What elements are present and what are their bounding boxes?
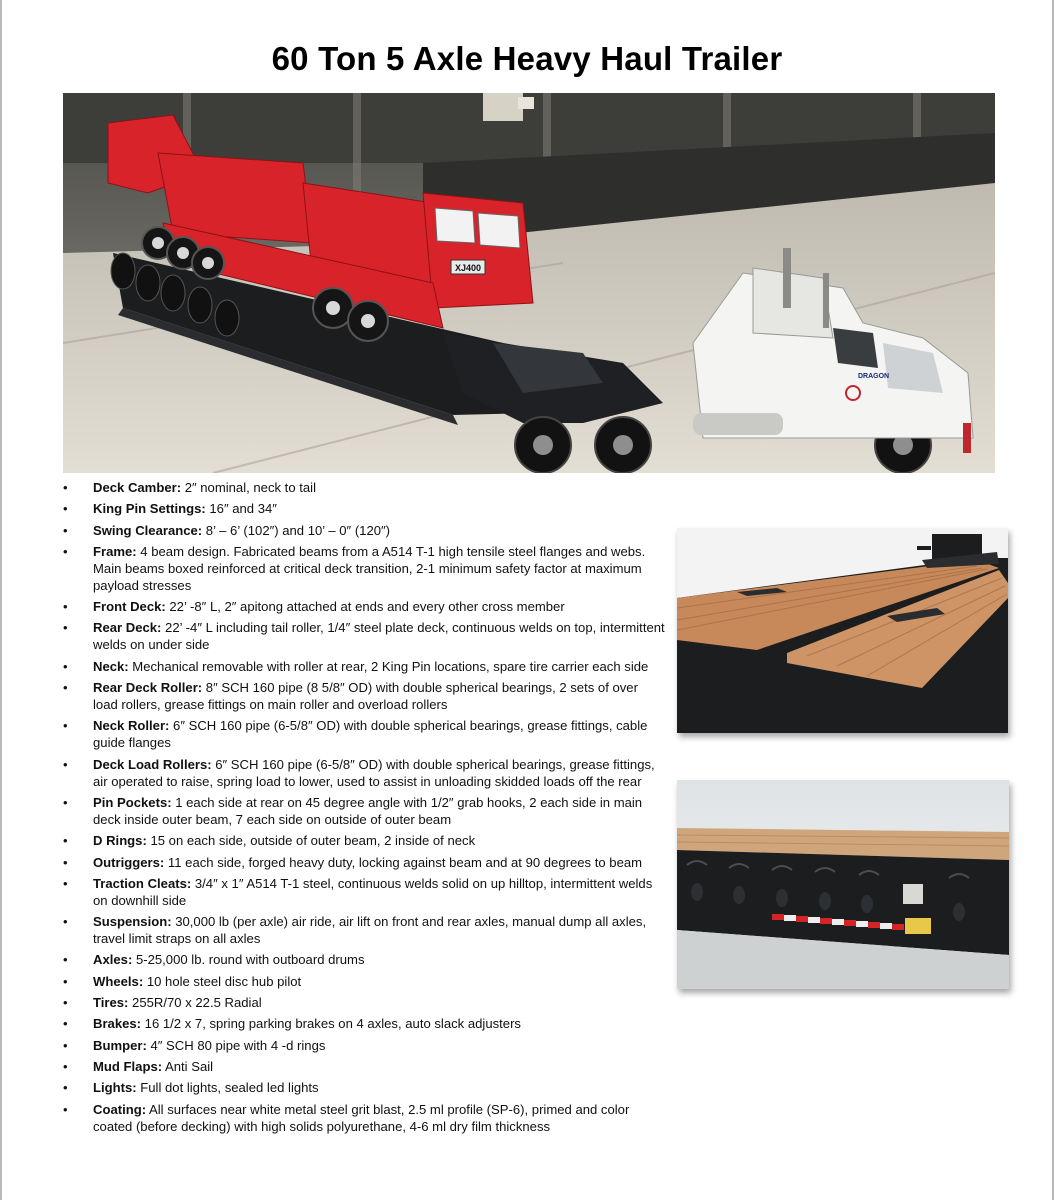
spec-text: 22’ -4″ L including tail roller, 1/4″ steel plate deck, continuous welds on top, intermittent welds on under side bbox=[93, 620, 665, 653]
spec-label: Tires: bbox=[93, 995, 129, 1011]
spec-label: D Rings: bbox=[93, 833, 147, 849]
bullet: • bbox=[63, 480, 68, 495]
spec-item bbox=[60, 658, 665, 675]
page-title: 60 Ton 5 Axle Heavy Haul Trailer bbox=[271, 40, 783, 77]
spec-text: 6″ SCH 160 pipe (6-5/8″ OD) with double spherical bearings, grease fittings, air operated to raise, spring load to lower, used to assist in unloading skidded loads off the rear bbox=[93, 756, 655, 789]
spec-item bbox=[60, 543, 665, 594]
spec-label: Axles: bbox=[93, 952, 133, 968]
bullet: • bbox=[63, 1101, 68, 1117]
spec-item bbox=[60, 1037, 665, 1054]
spec-list bbox=[60, 479, 665, 1139]
bullet: • bbox=[63, 756, 68, 772]
spec-item bbox=[60, 1101, 665, 1135]
spec-text: 4″ SCH 80 pipe with 4 -d rings bbox=[146, 1037, 326, 1053]
spec-text: 16 1/2 x 7, spring parking brakes on 4 axles, auto slack adjusters bbox=[141, 1016, 521, 1032]
spec-text: 11 each side, forged heavy duty, locking against beam and at 90 degrees to beam bbox=[164, 854, 643, 870]
bullet: • bbox=[63, 1058, 68, 1074]
spec-item bbox=[60, 913, 665, 947]
spec-label: Coating: bbox=[93, 1101, 147, 1117]
spec-text: 22’ -8″ L, 2″ apitong attached at ends and every other cross member bbox=[165, 599, 565, 615]
spec-label: Deck Load Rollers: bbox=[93, 756, 212, 772]
bullet: • bbox=[63, 995, 68, 1011]
spec-label: Suspension: bbox=[93, 914, 172, 930]
spec-label: Front Deck: bbox=[93, 599, 166, 615]
spec-label: Neck Roller: bbox=[93, 718, 170, 734]
spec-text: 4 beam design. Fabricated beams from a A514 T-1 high tensile steel flanges and webs. Main beams boxed reinforced at critical deck transition, 2-1 minimum safety factor at maximum payload stresses bbox=[93, 543, 646, 593]
bullet: • bbox=[63, 543, 68, 559]
spec-item bbox=[60, 832, 665, 849]
spec-item bbox=[60, 951, 665, 968]
spec-item bbox=[60, 619, 665, 653]
bullet: • bbox=[63, 718, 68, 734]
deck-photo bbox=[677, 528, 1008, 733]
bullet: • bbox=[63, 952, 68, 968]
spec-item bbox=[60, 500, 665, 517]
bullet: • bbox=[63, 973, 68, 989]
trailer-side-photo bbox=[677, 780, 1009, 989]
spec-item bbox=[60, 875, 665, 909]
spec-item bbox=[60, 794, 665, 828]
spec-text: 30,000 lb (per axle) air ride, air lift on front and rear axles, manual dump all axles, travel limit straps on all axles bbox=[93, 914, 647, 947]
spec-text: Full dot lights, sealed led lights bbox=[136, 1080, 319, 1096]
spec-text: 255R/70 x 22.5 Radial bbox=[128, 995, 262, 1011]
bullet: • bbox=[63, 1080, 68, 1096]
spec-text: All surfaces near white metal steel grit blast, 2.5 ml profile (SP-6), primed and color coated (before decking) with high solids polyurethane, 4-6 ml dry film thickness bbox=[93, 1101, 630, 1134]
spec-text: 10 hole steel disc hub pilot bbox=[143, 973, 302, 989]
spec-label: Traction Cleats: bbox=[93, 875, 192, 891]
hero-photo bbox=[63, 93, 995, 473]
spec-item bbox=[60, 679, 665, 713]
bullet: • bbox=[63, 620, 68, 636]
bullet: • bbox=[63, 914, 68, 930]
spec-item bbox=[60, 1015, 665, 1032]
spec-text: 8’ – 6’ (102″) and 10’ – 0″ (120″) bbox=[202, 522, 391, 538]
spec-label: Outriggers: bbox=[93, 854, 165, 870]
bullet: • bbox=[63, 854, 68, 870]
spec-text: 6″ SCH 160 pipe (6-5/8″ OD) with double spherical bearings, grease fittings, cable guide flanges bbox=[93, 718, 648, 751]
spec-text: 15 on each side, outside of outer beam, 2 inside of neck bbox=[146, 833, 476, 849]
spec-text: 5-25,000 lb. round with outboard drums bbox=[132, 952, 365, 968]
spec-item bbox=[60, 994, 665, 1011]
spec-label: Neck: bbox=[93, 658, 129, 674]
spec-label: Bumper: bbox=[93, 1037, 147, 1053]
spec-text: Mechanical removable with roller at rear, 2 King Pin locations, spare tire carrier each side bbox=[128, 658, 649, 674]
bullet: • bbox=[63, 599, 68, 615]
crane-plate-text: XJ400 bbox=[454, 263, 482, 273]
spec-item bbox=[60, 479, 665, 496]
spec-text: 1 each side at rear on 45 degree angle with 1/2″ grab hooks, 2 each side in main deck inside outer beam, 7 each side on outside of outer beam bbox=[93, 794, 643, 827]
spec-label: Swing Clearance: bbox=[93, 522, 203, 538]
spec-label: Brakes: bbox=[93, 1016, 142, 1032]
spec-label: Deck Camber: bbox=[93, 480, 182, 495]
truck-door-text: DRAGON bbox=[858, 373, 890, 380]
spec-label: Rear Deck Roller: bbox=[93, 680, 203, 696]
bullet: • bbox=[63, 875, 68, 891]
spec-label: Pin Pockets: bbox=[93, 794, 172, 810]
spec-item bbox=[60, 522, 665, 539]
spec-text: 2″ nominal, neck to tail bbox=[181, 480, 316, 495]
spec-item bbox=[60, 756, 665, 790]
spec-label: Rear Deck: bbox=[93, 620, 162, 636]
bullet: • bbox=[63, 680, 68, 696]
bullet: • bbox=[63, 501, 68, 517]
spec-label: Mud Flaps: bbox=[93, 1058, 163, 1074]
spec-text: 8″ SCH 160 pipe (8 5/8″ OD) with double spherical bearings, 2 sets of over load rollers, grease fittings on main roller and overload rollers bbox=[93, 680, 638, 713]
bullet: • bbox=[63, 1016, 68, 1032]
page-left-border bbox=[0, 0, 2, 1200]
spec-label: Frame: bbox=[93, 543, 137, 559]
spec-item bbox=[60, 1058, 665, 1075]
bullet: • bbox=[63, 1037, 68, 1053]
spec-label: Lights: bbox=[93, 1080, 137, 1096]
spec-item bbox=[60, 1079, 665, 1096]
spec-label: Wheels: bbox=[93, 973, 144, 989]
spec-item bbox=[60, 598, 665, 615]
spec-text: 3/4″ x 1″ A514 T-1 steel, continuous welds solid on up hilltop, intermittent welds on downhill side bbox=[93, 875, 653, 908]
spec-item bbox=[60, 717, 665, 751]
spec-text: Anti Sail bbox=[162, 1058, 214, 1074]
bullet: • bbox=[63, 794, 68, 810]
spec-item bbox=[60, 854, 665, 871]
bullet: • bbox=[63, 658, 68, 674]
bullet: • bbox=[63, 833, 68, 849]
spec-item bbox=[60, 973, 665, 990]
spec-label: King Pin Settings: bbox=[93, 501, 206, 517]
bullet: • bbox=[63, 522, 68, 538]
spec-text: 16″ and 34″ bbox=[205, 501, 277, 517]
